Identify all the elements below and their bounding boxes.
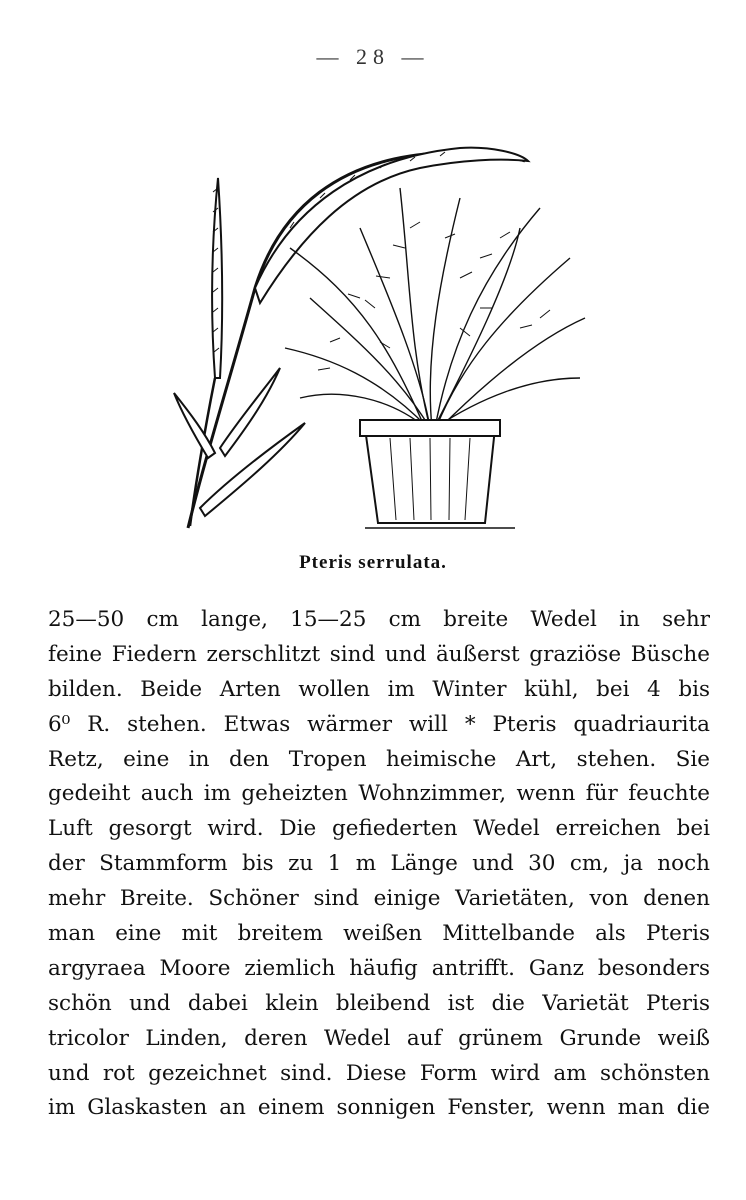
text-line: und rot gezeichnet sind. Diese Form wird am schönsten <box>48 1060 710 1086</box>
text-line: bilden. Beide Arten wollen im Winter kühl, bei 4 bis <box>48 676 710 702</box>
text-line: im Glaskasten an einem sonnigen Fenster, wenn man die <box>48 1095 710 1121</box>
text-line: gedeiht auch im geheizten Wohnzimmer, wenn für feuchte <box>48 781 710 807</box>
text-line: man eine mit breitem weißen Mittelbande als Pteris <box>48 921 710 947</box>
text-line: der Stammform bis zu 1 m Länge und 30 cm, ja noch <box>48 851 710 877</box>
leaflets <box>318 222 550 370</box>
text-line: Luft gesorgt wird. Die gefiederten Wedel erreichen bei <box>48 816 710 842</box>
text-line: schön und dabei klein bleibend ist die Varietät Pteris <box>48 990 710 1016</box>
text-line: feine Fiedern zerschlitzt sind und äußerst graziöse Büsche <box>48 641 710 667</box>
text-line: tricolor Linden, deren Wedel auf grünem Grunde weiß <box>48 1025 710 1051</box>
text-line: Retz, eine in den Tropen heimische Art, stehen. Sie <box>48 746 710 772</box>
text-line: 25—50 cm lange, 15—25 cm breite Wedel in sehr <box>48 607 710 632</box>
page-number: — 28 — <box>316 44 430 69</box>
figure-caption: Pteris serrulata. <box>299 552 447 573</box>
body-text <box>48 603 710 1126</box>
flower-pot <box>360 420 515 528</box>
fern-illustration <box>160 128 600 538</box>
potted-fern <box>285 188 585 428</box>
text-line: argyraea Moore ziemlich häufig antrifft. Ganz besonders <box>48 955 710 981</box>
fern-serration <box>213 152 445 352</box>
text-line: 6⁰ R. stehen. Etwas wärmer will * Pteris quadriaurita <box>48 711 710 737</box>
text-line: mehr Breite. Schöner sind einige Varietäten, von denen <box>48 886 710 912</box>
